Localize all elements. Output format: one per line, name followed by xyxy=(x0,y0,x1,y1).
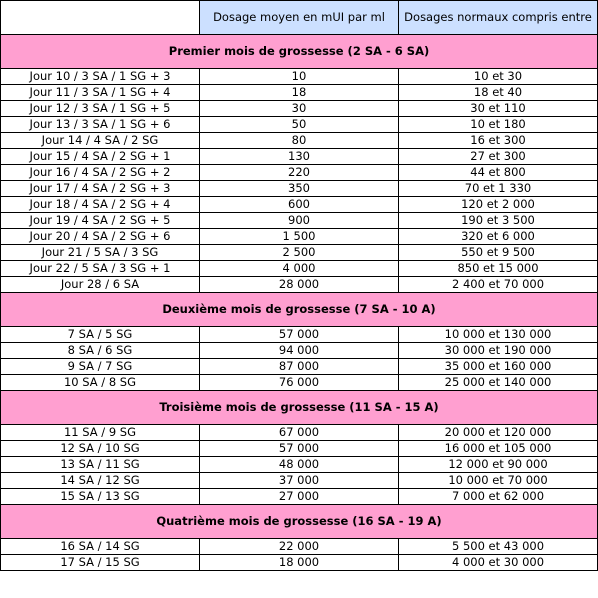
cell-mean-dosage: 27 000 xyxy=(200,489,399,505)
cell-normal-range: 18 et 40 xyxy=(399,85,598,101)
cell-mean-dosage: 80 xyxy=(200,133,399,149)
cell-period: Jour 20 / 4 SA / 2 SG + 6 xyxy=(1,229,200,245)
cell-period: 10 SA / 8 SG xyxy=(1,375,200,391)
cell-normal-range: 27 et 300 xyxy=(399,149,598,165)
header-mean-dosage: Dosage moyen en mUI par ml xyxy=(200,1,399,35)
cell-period: Jour 17 / 4 SA / 2 SG + 3 xyxy=(1,181,200,197)
table-row xyxy=(1,69,598,85)
cell-period: Jour 18 / 4 SA / 2 SG + 4 xyxy=(1,197,200,213)
cell-mean-dosage: 37 000 xyxy=(200,473,399,489)
table-row xyxy=(1,555,598,571)
cell-mean-dosage: 4 000 xyxy=(200,261,399,277)
table-row xyxy=(1,277,598,293)
cell-normal-range: 4 000 et 30 000 xyxy=(399,555,598,571)
table-row xyxy=(1,213,598,229)
cell-normal-range: 120 et 2 000 xyxy=(399,197,598,213)
cell-mean-dosage: 10 xyxy=(200,69,399,85)
cell-mean-dosage: 28 000 xyxy=(200,277,399,293)
table-row xyxy=(1,489,598,505)
table-row xyxy=(1,457,598,473)
cell-normal-range: 190 et 3 500 xyxy=(399,213,598,229)
cell-period: Jour 22 / 5 SA / 3 SG + 1 xyxy=(1,261,200,277)
cell-period: Jour 12 / 3 SA / 1 SG + 5 xyxy=(1,101,200,117)
table-row xyxy=(1,149,598,165)
cell-normal-range: 850 et 15 000 xyxy=(399,261,598,277)
table-row xyxy=(1,425,598,441)
cell-mean-dosage: 67 000 xyxy=(200,425,399,441)
section-row xyxy=(1,35,598,69)
table-row xyxy=(1,343,598,359)
cell-mean-dosage: 130 xyxy=(200,149,399,165)
cell-period: 16 SA / 14 SG xyxy=(1,539,200,555)
header-row xyxy=(1,1,598,35)
table-row xyxy=(1,473,598,489)
table-row xyxy=(1,261,598,277)
table-row xyxy=(1,441,598,457)
cell-normal-range: 10 000 et 70 000 xyxy=(399,473,598,489)
cell-mean-dosage: 900 xyxy=(200,213,399,229)
cell-mean-dosage: 220 xyxy=(200,165,399,181)
cell-mean-dosage: 600 xyxy=(200,197,399,213)
section-title: Deuxième mois de grossesse (7 SA - 10 A) xyxy=(1,293,598,327)
cell-normal-range: 16 et 300 xyxy=(399,133,598,149)
cell-period: Jour 11 / 3 SA / 1 SG + 4 xyxy=(1,85,200,101)
cell-period: 8 SA / 6 SG xyxy=(1,343,200,359)
cell-mean-dosage: 76 000 xyxy=(200,375,399,391)
table-row xyxy=(1,181,598,197)
cell-mean-dosage: 48 000 xyxy=(200,457,399,473)
cell-period: 7 SA / 5 SG xyxy=(1,327,200,343)
cell-period: Jour 10 / 3 SA / 1 SG + 3 xyxy=(1,69,200,85)
cell-mean-dosage: 87 000 xyxy=(200,359,399,375)
cell-normal-range: 550 et 9 500 xyxy=(399,245,598,261)
cell-period: Jour 14 / 4 SA / 2 SG xyxy=(1,133,200,149)
table-row xyxy=(1,85,598,101)
cell-normal-range: 2 400 et 70 000 xyxy=(399,277,598,293)
table-row xyxy=(1,539,598,555)
cell-period: Jour 13 / 3 SA / 1 SG + 6 xyxy=(1,117,200,133)
table-row xyxy=(1,245,598,261)
cell-mean-dosage: 22 000 xyxy=(200,539,399,555)
cell-period: 14 SA / 12 SG xyxy=(1,473,200,489)
cell-period: 13 SA / 11 SG xyxy=(1,457,200,473)
cell-normal-range: 320 et 6 000 xyxy=(399,229,598,245)
table-row xyxy=(1,197,598,213)
section-row xyxy=(1,505,598,539)
table-row xyxy=(1,165,598,181)
table-row xyxy=(1,101,598,117)
cell-normal-range: 10 000 et 130 000 xyxy=(399,327,598,343)
cell-period: Jour 19 / 4 SA / 2 SG + 5 xyxy=(1,213,200,229)
cell-period: 9 SA / 7 SG xyxy=(1,359,200,375)
cell-normal-range: 7 000 et 62 000 xyxy=(399,489,598,505)
cell-normal-range: 12 000 et 90 000 xyxy=(399,457,598,473)
cell-normal-range: 30 et 110 xyxy=(399,101,598,117)
table-body xyxy=(1,1,598,571)
cell-mean-dosage: 57 000 xyxy=(200,327,399,343)
table-row xyxy=(1,375,598,391)
table-row xyxy=(1,359,598,375)
cell-normal-range: 30 000 et 190 000 xyxy=(399,343,598,359)
cell-normal-range: 20 000 et 120 000 xyxy=(399,425,598,441)
header-blank-cell xyxy=(1,1,200,35)
cell-period: 11 SA / 9 SG xyxy=(1,425,200,441)
section-title: Quatrième mois de grossesse (16 SA - 19 A) xyxy=(1,505,598,539)
section-title: Premier mois de grossesse (2 SA - 6 SA) xyxy=(1,35,598,69)
cell-normal-range: 25 000 et 140 000 xyxy=(399,375,598,391)
section-row xyxy=(1,391,598,425)
cell-period: 17 SA / 15 SG xyxy=(1,555,200,571)
cell-period: Jour 16 / 4 SA / 2 SG + 2 xyxy=(1,165,200,181)
cell-mean-dosage: 350 xyxy=(200,181,399,197)
section-title: Troisième mois de grossesse (11 SA - 15 A) xyxy=(1,391,598,425)
table-row xyxy=(1,133,598,149)
cell-normal-range: 70 et 1 330 xyxy=(399,181,598,197)
cell-normal-range: 16 000 et 105 000 xyxy=(399,441,598,457)
cell-mean-dosage: 2 500 xyxy=(200,245,399,261)
cell-mean-dosage: 50 xyxy=(200,117,399,133)
header-normal-range: Dosages normaux compris entre xyxy=(399,1,598,35)
table-row xyxy=(1,229,598,245)
cell-normal-range: 5 500 et 43 000 xyxy=(399,539,598,555)
cell-period: Jour 15 / 4 SA / 2 SG + 1 xyxy=(1,149,200,165)
cell-period: Jour 28 / 6 SA xyxy=(1,277,200,293)
cell-period: Jour 21 / 5 SA / 3 SG xyxy=(1,245,200,261)
table-row xyxy=(1,327,598,343)
cell-mean-dosage: 18 000 xyxy=(200,555,399,571)
cell-normal-range: 10 et 30 xyxy=(399,69,598,85)
cell-normal-range: 35 000 et 160 000 xyxy=(399,359,598,375)
cell-normal-range: 44 et 800 xyxy=(399,165,598,181)
cell-normal-range: 10 et 180 xyxy=(399,117,598,133)
cell-mean-dosage: 94 000 xyxy=(200,343,399,359)
cell-mean-dosage: 30 xyxy=(200,101,399,117)
cell-period: 15 SA / 13 SG xyxy=(1,489,200,505)
cell-mean-dosage: 18 xyxy=(200,85,399,101)
cell-mean-dosage: 57 000 xyxy=(200,441,399,457)
section-row xyxy=(1,293,598,327)
cell-mean-dosage: 1 500 xyxy=(200,229,399,245)
cell-period: 12 SA / 10 SG xyxy=(1,441,200,457)
table-row xyxy=(1,117,598,133)
